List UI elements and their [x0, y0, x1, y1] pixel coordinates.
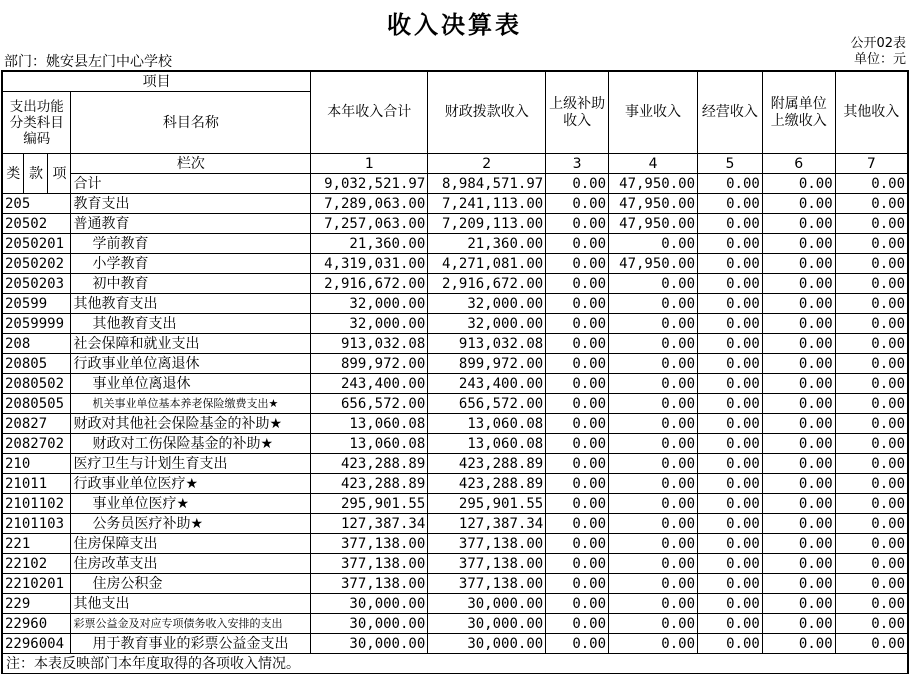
- subject-name-cell: 事业单位医疗★: [71, 494, 311, 514]
- value-cell: 0.00: [546, 634, 609, 654]
- subject-name-cell: 普通教育: [71, 214, 311, 234]
- table-row: [2, 354, 908, 374]
- code-group-header: 支出功能分类科目编码: [2, 92, 71, 154]
- column-header: 本年收入合计: [311, 71, 428, 154]
- value-cell: 0.00: [762, 274, 835, 294]
- value-cell: 0.00: [835, 214, 908, 234]
- value-cell: 0.00: [698, 434, 763, 454]
- row-code-cell: 22960: [2, 614, 71, 634]
- row-code-cell: 2080505: [2, 394, 71, 414]
- table-row: [2, 374, 908, 394]
- value-cell: 899,972.00: [428, 354, 546, 374]
- value-cell: 913,032.08: [311, 334, 428, 354]
- value-cell: 0.00: [609, 474, 698, 494]
- total-value-cell: 0.00: [762, 174, 835, 194]
- value-cell: 0.00: [609, 274, 698, 294]
- row-code-cell: 20502: [2, 214, 71, 234]
- value-cell: 899,972.00: [311, 354, 428, 374]
- lanci-label: 栏次: [71, 154, 311, 174]
- value-cell: 0.00: [546, 274, 609, 294]
- value-cell: 0.00: [546, 354, 609, 374]
- table-row: [2, 414, 908, 434]
- value-cell: 4,271,081.00: [428, 254, 546, 274]
- value-cell: 0.00: [546, 474, 609, 494]
- value-cell: 7,257,063.00: [311, 214, 428, 234]
- value-cell: 0.00: [546, 594, 609, 614]
- value-cell: 377,138.00: [428, 534, 546, 554]
- column-header: 附属单位上缴收入: [762, 71, 835, 154]
- subject-name-cell: 行政事业单位医疗★: [71, 474, 311, 494]
- value-cell: 0.00: [835, 254, 908, 274]
- value-cell: 0.00: [609, 594, 698, 614]
- value-cell: 32,000.00: [428, 294, 546, 314]
- value-cell: 0.00: [762, 494, 835, 514]
- value-cell: 913,032.08: [428, 334, 546, 354]
- value-cell: 0.00: [835, 394, 908, 414]
- value-cell: 13,060.08: [428, 414, 546, 434]
- value-cell: 377,138.00: [311, 534, 428, 554]
- value-cell: 0.00: [609, 634, 698, 654]
- table-row: [2, 194, 908, 214]
- subject-name-cell: 住房保障支出: [71, 534, 311, 554]
- row-code-cell: 2082702: [2, 434, 71, 454]
- table-row: [2, 314, 908, 334]
- row-code-cell: 208: [2, 334, 71, 354]
- value-cell: 0.00: [835, 314, 908, 334]
- value-cell: 0.00: [762, 334, 835, 354]
- table-row: [2, 594, 908, 614]
- value-cell: 0.00: [762, 234, 835, 254]
- department-label: 部门：姚安县左门中心学校: [4, 54, 172, 70]
- table-row: [2, 534, 908, 554]
- value-cell: 0.00: [835, 194, 908, 214]
- value-cell: 0.00: [698, 294, 763, 314]
- value-cell: 0.00: [835, 594, 908, 614]
- value-cell: 0.00: [835, 434, 908, 454]
- total-row: [2, 174, 908, 194]
- column-number: 7: [835, 154, 908, 174]
- value-cell: 0.00: [762, 254, 835, 274]
- value-cell: 0.00: [835, 534, 908, 554]
- value-cell: 0.00: [698, 514, 763, 534]
- value-cell: 0.00: [546, 454, 609, 474]
- total-value-cell: 0.00: [835, 174, 908, 194]
- value-cell: 0.00: [546, 414, 609, 434]
- value-cell: 0.00: [546, 574, 609, 594]
- value-cell: 656,572.00: [428, 394, 546, 414]
- header-row-project: [2, 71, 908, 92]
- table-code-label: 公开02表: [850, 36, 906, 51]
- value-cell: 0.00: [698, 334, 763, 354]
- value-cell: 30,000.00: [311, 634, 428, 654]
- table-row: [2, 454, 908, 474]
- value-cell: 0.00: [762, 314, 835, 334]
- value-cell: 32,000.00: [311, 294, 428, 314]
- value-cell: 0.00: [546, 614, 609, 634]
- value-cell: 0.00: [698, 494, 763, 514]
- value-cell: 0.00: [762, 394, 835, 414]
- value-cell: 0.00: [762, 594, 835, 614]
- column-header: 经营收入: [698, 71, 763, 154]
- column-number: 1: [311, 154, 428, 174]
- table-row: [2, 614, 908, 634]
- value-cell: 0.00: [762, 354, 835, 374]
- subject-name-cell: 医疗卫生与计划生育支出: [71, 454, 311, 474]
- value-cell: 0.00: [546, 434, 609, 454]
- value-cell: 0.00: [609, 374, 698, 394]
- value-cell: 0.00: [698, 214, 763, 234]
- value-cell: 0.00: [698, 194, 763, 214]
- table-row: [2, 254, 908, 274]
- value-cell: 21,360.00: [311, 234, 428, 254]
- row-code-cell: 20599: [2, 294, 71, 314]
- table-row: [2, 434, 908, 454]
- value-cell: 0.00: [698, 394, 763, 414]
- value-cell: 127,387.34: [311, 514, 428, 534]
- row-code-cell: 2050202: [2, 254, 71, 274]
- value-cell: 0.00: [762, 454, 835, 474]
- total-label: 合计: [71, 174, 311, 194]
- value-cell: 0.00: [609, 334, 698, 354]
- value-cell: 30,000.00: [311, 614, 428, 634]
- value-cell: 423,288.89: [428, 454, 546, 474]
- value-cell: 0.00: [835, 454, 908, 474]
- value-cell: 0.00: [762, 614, 835, 634]
- table-row: [2, 294, 908, 314]
- value-cell: 295,901.55: [428, 494, 546, 514]
- row-code-cell: 221: [2, 534, 71, 554]
- value-cell: 0.00: [835, 374, 908, 394]
- value-cell: 0.00: [546, 214, 609, 234]
- subject-name-cell: 其他支出: [71, 594, 311, 614]
- row-code-cell: 205: [2, 194, 71, 214]
- footnote-row: [2, 654, 908, 674]
- value-cell: 0.00: [698, 574, 763, 594]
- value-cell: 377,138.00: [311, 574, 428, 594]
- value-cell: 13,060.08: [311, 434, 428, 454]
- value-cell: 0.00: [762, 374, 835, 394]
- value-cell: 0.00: [546, 514, 609, 534]
- column-number: 6: [762, 154, 835, 174]
- subject-name-cell: 住房改革支出: [71, 554, 311, 574]
- value-cell: 0.00: [609, 454, 698, 474]
- value-cell: 2,916,672.00: [311, 274, 428, 294]
- value-cell: 30,000.00: [428, 614, 546, 634]
- value-cell: 0.00: [835, 514, 908, 534]
- value-cell: 0.00: [546, 254, 609, 274]
- subject-name-cell: 初中教育: [71, 274, 311, 294]
- code-col-xiang: 项: [48, 154, 71, 194]
- column-number: 5: [698, 154, 763, 174]
- column-number: 2: [428, 154, 546, 174]
- value-cell: 0.00: [546, 234, 609, 254]
- value-cell: 0.00: [835, 354, 908, 374]
- value-cell: 0.00: [762, 634, 835, 654]
- row-code-cell: 2210201: [2, 574, 71, 594]
- value-cell: 0.00: [609, 614, 698, 634]
- value-cell: 0.00: [698, 614, 763, 634]
- subject-name-header: 科目名称: [71, 92, 311, 154]
- column-header: 其他收入: [835, 71, 908, 154]
- value-cell: 0.00: [835, 274, 908, 294]
- row-code-cell: 2059999: [2, 314, 71, 334]
- value-cell: 377,138.00: [428, 554, 546, 574]
- row-code-cell: 2101102: [2, 494, 71, 514]
- value-cell: 0.00: [762, 414, 835, 434]
- value-cell: 423,288.89: [428, 474, 546, 494]
- subject-name-cell: 公务员医疗补助★: [71, 514, 311, 534]
- subject-name-cell: 住房公积金: [71, 574, 311, 594]
- subject-name-cell: 行政事业单位离退休: [71, 354, 311, 374]
- subject-name-cell: 财政对其他社会保险基金的补助★: [71, 414, 311, 434]
- value-cell: 0.00: [698, 474, 763, 494]
- value-cell: 377,138.00: [311, 554, 428, 574]
- value-cell: 243,400.00: [428, 374, 546, 394]
- value-cell: 47,950.00: [609, 194, 698, 214]
- value-cell: 7,209,113.00: [428, 214, 546, 234]
- value-cell: 0.00: [835, 574, 908, 594]
- value-cell: 0.00: [835, 554, 908, 574]
- value-cell: 0.00: [762, 194, 835, 214]
- subject-name-cell: 其他教育支出: [71, 314, 311, 334]
- code-col-kuan: 款: [24, 154, 48, 194]
- value-cell: 0.00: [546, 394, 609, 414]
- value-cell: 656,572.00: [311, 394, 428, 414]
- value-cell: 0.00: [835, 474, 908, 494]
- value-cell: 0.00: [698, 414, 763, 434]
- value-cell: 0.00: [609, 514, 698, 534]
- total-value-cell: 0.00: [546, 174, 609, 194]
- row-code-cell: 2050203: [2, 274, 71, 294]
- value-cell: 30,000.00: [428, 634, 546, 654]
- value-cell: 0.00: [762, 574, 835, 594]
- table-row: [2, 334, 908, 354]
- value-cell: 32,000.00: [311, 314, 428, 334]
- value-cell: 7,289,063.00: [311, 194, 428, 214]
- subject-name-cell: 小学教育: [71, 254, 311, 274]
- subject-name-cell: 用于教育事业的彩票公益金支出: [71, 634, 311, 654]
- value-cell: 0.00: [698, 554, 763, 574]
- value-cell: 32,000.00: [428, 314, 546, 334]
- footnote: 注：本表反映部门本年度取得的各项收入情况。: [2, 654, 908, 674]
- unit-label: 单位：元: [853, 52, 906, 67]
- value-cell: 0.00: [698, 234, 763, 254]
- value-cell: 0.00: [698, 634, 763, 654]
- value-cell: 0.00: [609, 434, 698, 454]
- page-title: 收入决算表: [387, 11, 522, 39]
- value-cell: 0.00: [762, 554, 835, 574]
- value-cell: 30,000.00: [428, 594, 546, 614]
- value-cell: 0.00: [609, 234, 698, 254]
- value-cell: 0.00: [546, 554, 609, 574]
- row-code-cell: 229: [2, 594, 71, 614]
- subject-name-cell: 机关事业单位基本养老保险缴费支出★: [71, 394, 311, 414]
- row-code-cell: 2296004: [2, 634, 71, 654]
- column-number: 3: [546, 154, 609, 174]
- value-cell: 0.00: [546, 314, 609, 334]
- value-cell: 0.00: [835, 414, 908, 434]
- table-row: [2, 394, 908, 414]
- column-number: 4: [609, 154, 698, 174]
- value-cell: 0.00: [609, 314, 698, 334]
- row-code-cell: 22102: [2, 554, 71, 574]
- table-row: [2, 494, 908, 514]
- value-cell: 0.00: [609, 574, 698, 594]
- value-cell: 0.00: [835, 294, 908, 314]
- value-cell: 7,241,113.00: [428, 194, 546, 214]
- subject-name-cell: 其他教育支出: [71, 294, 311, 314]
- value-cell: 0.00: [609, 414, 698, 434]
- subject-name-cell: 社会保障和就业支出: [71, 334, 311, 354]
- value-cell: 13,060.08: [311, 414, 428, 434]
- subject-name-cell: 事业单位离退休: [71, 374, 311, 394]
- header-row-lanci: [2, 154, 908, 174]
- value-cell: 377,138.00: [428, 574, 546, 594]
- value-cell: 0.00: [835, 614, 908, 634]
- value-cell: 295,901.55: [311, 494, 428, 514]
- project-header: 项目: [2, 71, 311, 92]
- table-row: [2, 474, 908, 494]
- value-cell: 0.00: [546, 294, 609, 314]
- value-cell: 0.00: [609, 394, 698, 414]
- column-header: 财政拨款收入: [428, 71, 546, 154]
- value-cell: 0.00: [546, 334, 609, 354]
- value-cell: 21,360.00: [428, 234, 546, 254]
- subject-name-cell: 彩票公益金及对应专项债务收入安排的支出: [71, 614, 311, 634]
- value-cell: 0.00: [546, 194, 609, 214]
- table-row: [2, 214, 908, 234]
- total-value-cell: 9,032,521.97: [311, 174, 428, 194]
- row-code-cell: 20805: [2, 354, 71, 374]
- value-cell: 0.00: [546, 374, 609, 394]
- subject-name-cell: 财政对工伤保险基金的补助★: [71, 434, 311, 454]
- value-cell: 0.00: [546, 534, 609, 554]
- value-cell: 0.00: [698, 454, 763, 474]
- row-code-cell: 20827: [2, 414, 71, 434]
- value-cell: 0.00: [835, 234, 908, 254]
- column-header: 上级补助收入: [546, 71, 609, 154]
- value-cell: 0.00: [546, 494, 609, 514]
- value-cell: 423,288.89: [311, 474, 428, 494]
- total-value-cell: 47,950.00: [609, 174, 698, 194]
- value-cell: 0.00: [698, 374, 763, 394]
- row-code-cell: 2080502: [2, 374, 71, 394]
- value-cell: 0.00: [698, 534, 763, 554]
- value-cell: 423,288.89: [311, 454, 428, 474]
- row-code-cell: 21011: [2, 474, 71, 494]
- value-cell: 0.00: [762, 534, 835, 554]
- total-value-cell: 8,984,571.97: [428, 174, 546, 194]
- value-cell: 0.00: [609, 354, 698, 374]
- subject-name-cell: 学前教育: [71, 234, 311, 254]
- table-row: [2, 554, 908, 574]
- value-cell: 0.00: [609, 554, 698, 574]
- table-row: [2, 274, 908, 294]
- table-row: [2, 514, 908, 534]
- value-cell: 0.00: [835, 334, 908, 354]
- value-cell: 0.00: [698, 254, 763, 274]
- value-cell: 243,400.00: [311, 374, 428, 394]
- value-cell: 0.00: [698, 314, 763, 334]
- value-cell: 127,387.34: [428, 514, 546, 534]
- value-cell: 47,950.00: [609, 254, 698, 274]
- value-cell: 2,916,672.00: [428, 274, 546, 294]
- table-row: [2, 234, 908, 254]
- total-value-cell: 0.00: [698, 174, 763, 194]
- value-cell: 0.00: [835, 634, 908, 654]
- row-code-cell: 2101103: [2, 514, 71, 534]
- value-cell: 0.00: [609, 494, 698, 514]
- table-row: [2, 634, 908, 654]
- subject-name-cell: 教育支出: [71, 194, 311, 214]
- value-cell: 0.00: [762, 214, 835, 234]
- value-cell: 47,950.00: [609, 214, 698, 234]
- value-cell: 0.00: [698, 274, 763, 294]
- meta-right: [850, 36, 906, 68]
- income-table: [1, 70, 909, 674]
- value-cell: 0.00: [609, 534, 698, 554]
- value-cell: 0.00: [762, 474, 835, 494]
- code-col-lei: 类: [2, 154, 24, 194]
- value-cell: 0.00: [762, 294, 835, 314]
- value-cell: 0.00: [762, 434, 835, 454]
- column-header: 事业收入: [609, 71, 698, 154]
- value-cell: 0.00: [698, 594, 763, 614]
- value-cell: 13,060.08: [428, 434, 546, 454]
- value-cell: 0.00: [835, 494, 908, 514]
- value-cell: 0.00: [609, 294, 698, 314]
- row-code-cell: 2050201: [2, 234, 71, 254]
- value-cell: 30,000.00: [311, 594, 428, 614]
- value-cell: 0.00: [762, 514, 835, 534]
- table-row: [2, 574, 908, 594]
- value-cell: 0.00: [698, 354, 763, 374]
- row-code-cell: 210: [2, 454, 71, 474]
- value-cell: 4,319,031.00: [311, 254, 428, 274]
